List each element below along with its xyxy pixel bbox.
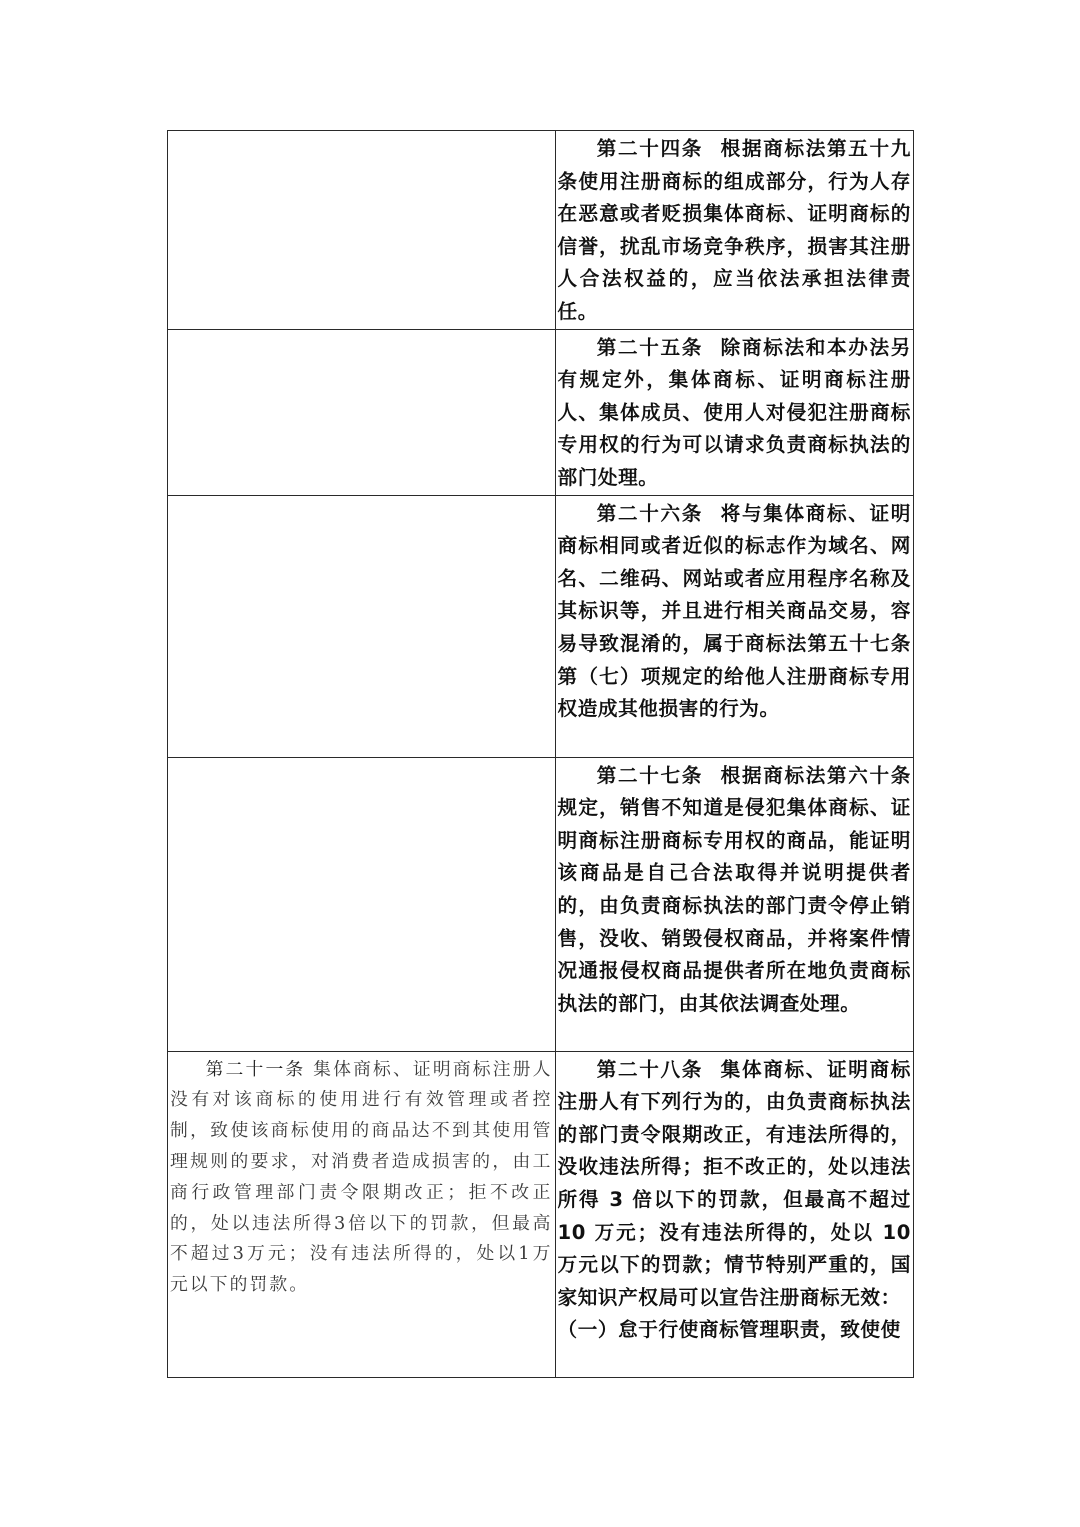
article-number: 第二十六条 — [596, 501, 704, 525]
article-paragraph — [558, 332, 911, 495]
new-provision-cell — [555, 495, 913, 757]
article-text: 除商标法和本办法另有规定外，集体商标、证明商标注册人、集体成员、使用人对侵犯注册商标专用权的行为可以请求负责商标执法的部门处理。 — [557, 335, 912, 489]
old-provision-cell — [168, 329, 556, 495]
article-text: 集体商标、证明商标注册人没有对该商标的使用进行有效管理或者控制，致使该商标使用的商品达不到其使用管理规则的要求，对消费者造成损害的，由工商行政管理部门责令限期改正；拒不改正的，处以违法所得3倍以下的罚款，但最高不超过3万元；没有违法所得的，处以1万元以下的罚款。 — [170, 1058, 553, 1296]
new-provision-cell — [555, 329, 913, 495]
article-text: 根据商标法第六十条规定，销售不知道是侵犯集体商标、证明商标注册商标专用权的商品，能证明该商品是自己合法取得并说明提供者的，由负责商标执法的部门责令停止销售，没收、销毁侵权商品，并将案件情况通报侵权商品提供者所在地负责商标执法的部门，由其依法调查处理。 — [557, 763, 912, 1015]
table-row — [168, 757, 914, 1051]
article-number: 第二十七条 — [596, 763, 704, 787]
old-provision-cell — [168, 757, 556, 1051]
table-row — [168, 1051, 914, 1377]
comparison-table — [167, 130, 914, 1378]
new-provision-cell — [555, 1051, 913, 1377]
article-text: 集体商标、证明商标注册人有下列行为的，由负责商标执法的部门责令限期改正，有违法所得的，没收违法所得；拒不改正的，处以违法所得 3 倍以下的罚款，但最高不超过 10 万元；没有违法所得的，处以 10 万元以下的罚款；情节特别严重的，国家知识产权局可以宣告注册商标无效： — [557, 1057, 912, 1309]
article-number: 第二十五条 — [596, 335, 704, 359]
article-text: 根据商标法第五十九条使用注册商标的组成部分，行为人存在恶意或者贬损集体商标、证明商标的信誉，扰乱市场竞争秩序，损害其注册人合法权益的，应当依法承担法律责任。 — [557, 137, 912, 323]
article-paragraph — [558, 498, 911, 726]
table-row — [168, 329, 914, 495]
article-number: 第二十四条 — [596, 137, 704, 160]
article-text: 将与集体商标、证明商标相同或者近似的标志作为域名、网名、二维码、网站或者应用程序名称及其标识等，并且进行相关商品交易，容易导致混淆的，属于商标法第五十七条第（七）项规定的给他人注册商标专用权造成其他损害的行为。 — [557, 501, 912, 721]
article-paragraph — [558, 1054, 911, 1315]
new-provision-cell — [555, 757, 913, 1051]
list-item: （一）怠于行使商标管理职责，致使使 — [557, 1318, 901, 1342]
article-number: 第二十八条 — [596, 1057, 704, 1081]
old-provision-cell — [168, 495, 556, 757]
old-provision-cell — [168, 131, 556, 330]
article-number: 第二十一条 — [205, 1058, 306, 1080]
table-row — [168, 131, 914, 330]
article-paragraph — [170, 1055, 553, 1301]
article-paragraph — [558, 760, 911, 1021]
article-paragraph — [558, 133, 911, 329]
old-provision-cell — [168, 1051, 556, 1377]
table-row — [168, 495, 914, 757]
new-provision-cell — [555, 131, 913, 330]
